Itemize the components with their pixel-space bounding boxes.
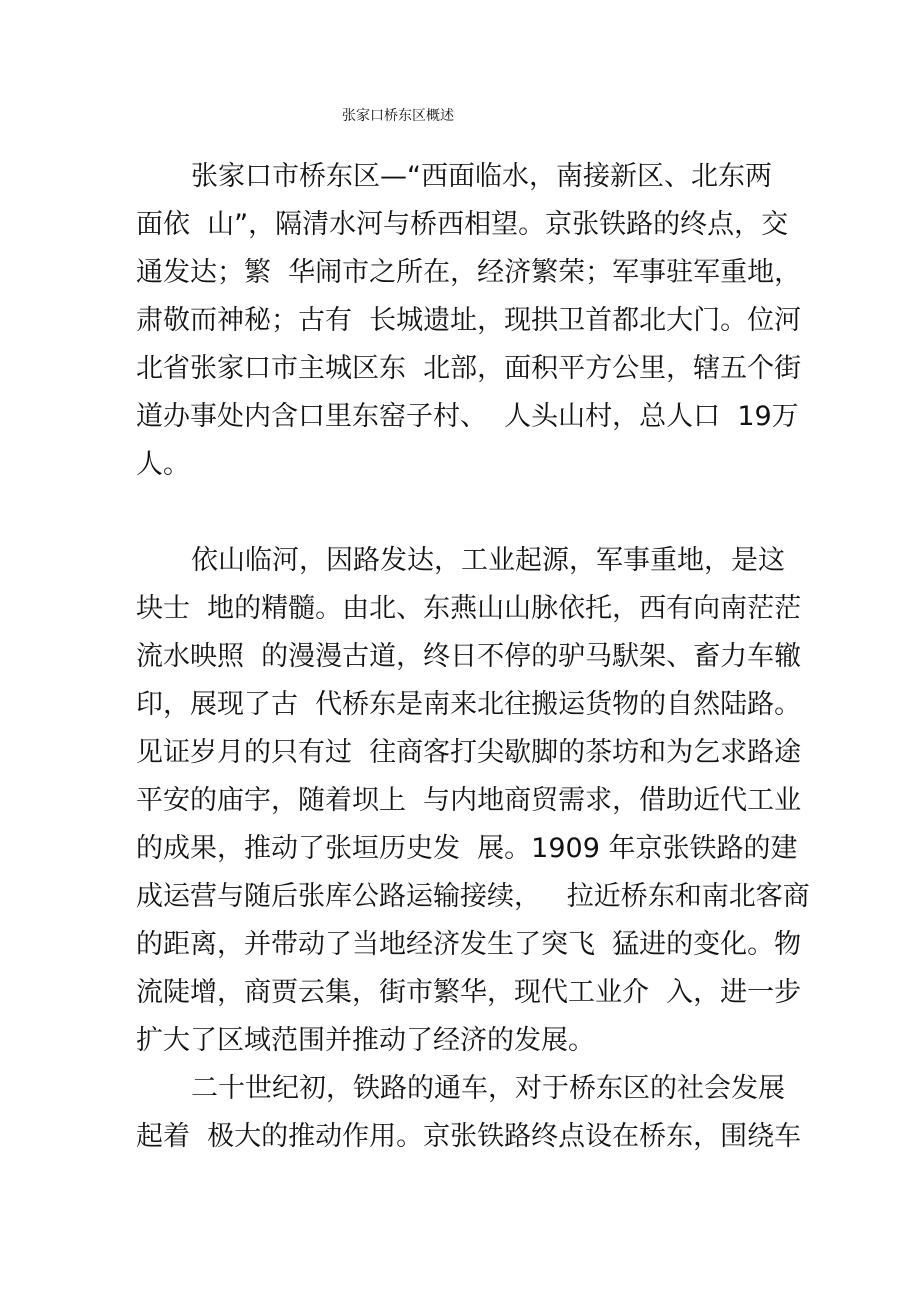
paragraph-line: 的距离，并带动了当地经济发生了突飞 猛进的变化。物 bbox=[136, 929, 802, 960]
paragraph-line: 通发达；繁 华闹市之所在，经济繁荣；军事驻军重地， bbox=[136, 257, 802, 288]
paragraph-line: 肃敬而神秘；古有 长城遗址，现拱卫首都北大门。位河 bbox=[136, 305, 802, 336]
paragraph-line: 人。 bbox=[136, 449, 190, 480]
paragraph-line: 张家口市桥东区—“西面临水，南接新区、北东两 bbox=[191, 161, 772, 192]
paragraph-line: 依山临河，因路发达，工业起源，军事重地，是这 bbox=[191, 545, 785, 576]
paragraph-line: 的成果，推动了张垣历史发 展。1909 年京张铁路的建 bbox=[136, 833, 798, 864]
paragraph-line: 平安的庙宇，随着坝上 与内地商贸需求，借助近代工业 bbox=[136, 785, 802, 816]
document-title: 张家口桥东区概述 bbox=[342, 108, 454, 124]
paragraph-line: 二十世纪初，铁路的通车，对于桥东区的社会发展 bbox=[191, 1073, 785, 1104]
paragraph-line: 见证岁月的只有过 往商客打尖歇脚的茶坊和为乞求路途 bbox=[136, 737, 802, 768]
paragraph-line: 块士 地的精髓。由北、东燕山山脉依托，西有向南茫茫 bbox=[136, 593, 802, 624]
paragraph-line: 印，展现了古 代桥东是南来北往搬运货物的自然陆路。 bbox=[136, 689, 802, 720]
paragraph-line: 道办事处内含口里东窑子村、 人头山村，总人口 19万 bbox=[136, 401, 799, 432]
paragraph-line: 北省张家口市主城区东 北部，面积平方公里，辖五个街 bbox=[136, 353, 802, 384]
paragraph-line: 流水映照 的漫漫古道，终日不停的驴马䭾架、畜力车辙 bbox=[136, 641, 802, 672]
paragraph-line: 扩大了区域范围并推动了经济的发展。 bbox=[136, 1025, 595, 1056]
paragraph-line: 成运营与随后张库公路运输接续， 拉近桥东和南北客商 bbox=[136, 881, 810, 912]
paragraph-line: 面依 山”，隔清水河与桥西相望。京张铁路的终点，交 bbox=[136, 209, 789, 240]
paragraph-line: 起着 极大的推动作用。京张铁路终点设在桥东，围绕车 bbox=[136, 1121, 802, 1152]
paragraph-line: 流陡增，商贾云集，街市繁华，现代工业介 入，进一步 bbox=[136, 977, 802, 1008]
